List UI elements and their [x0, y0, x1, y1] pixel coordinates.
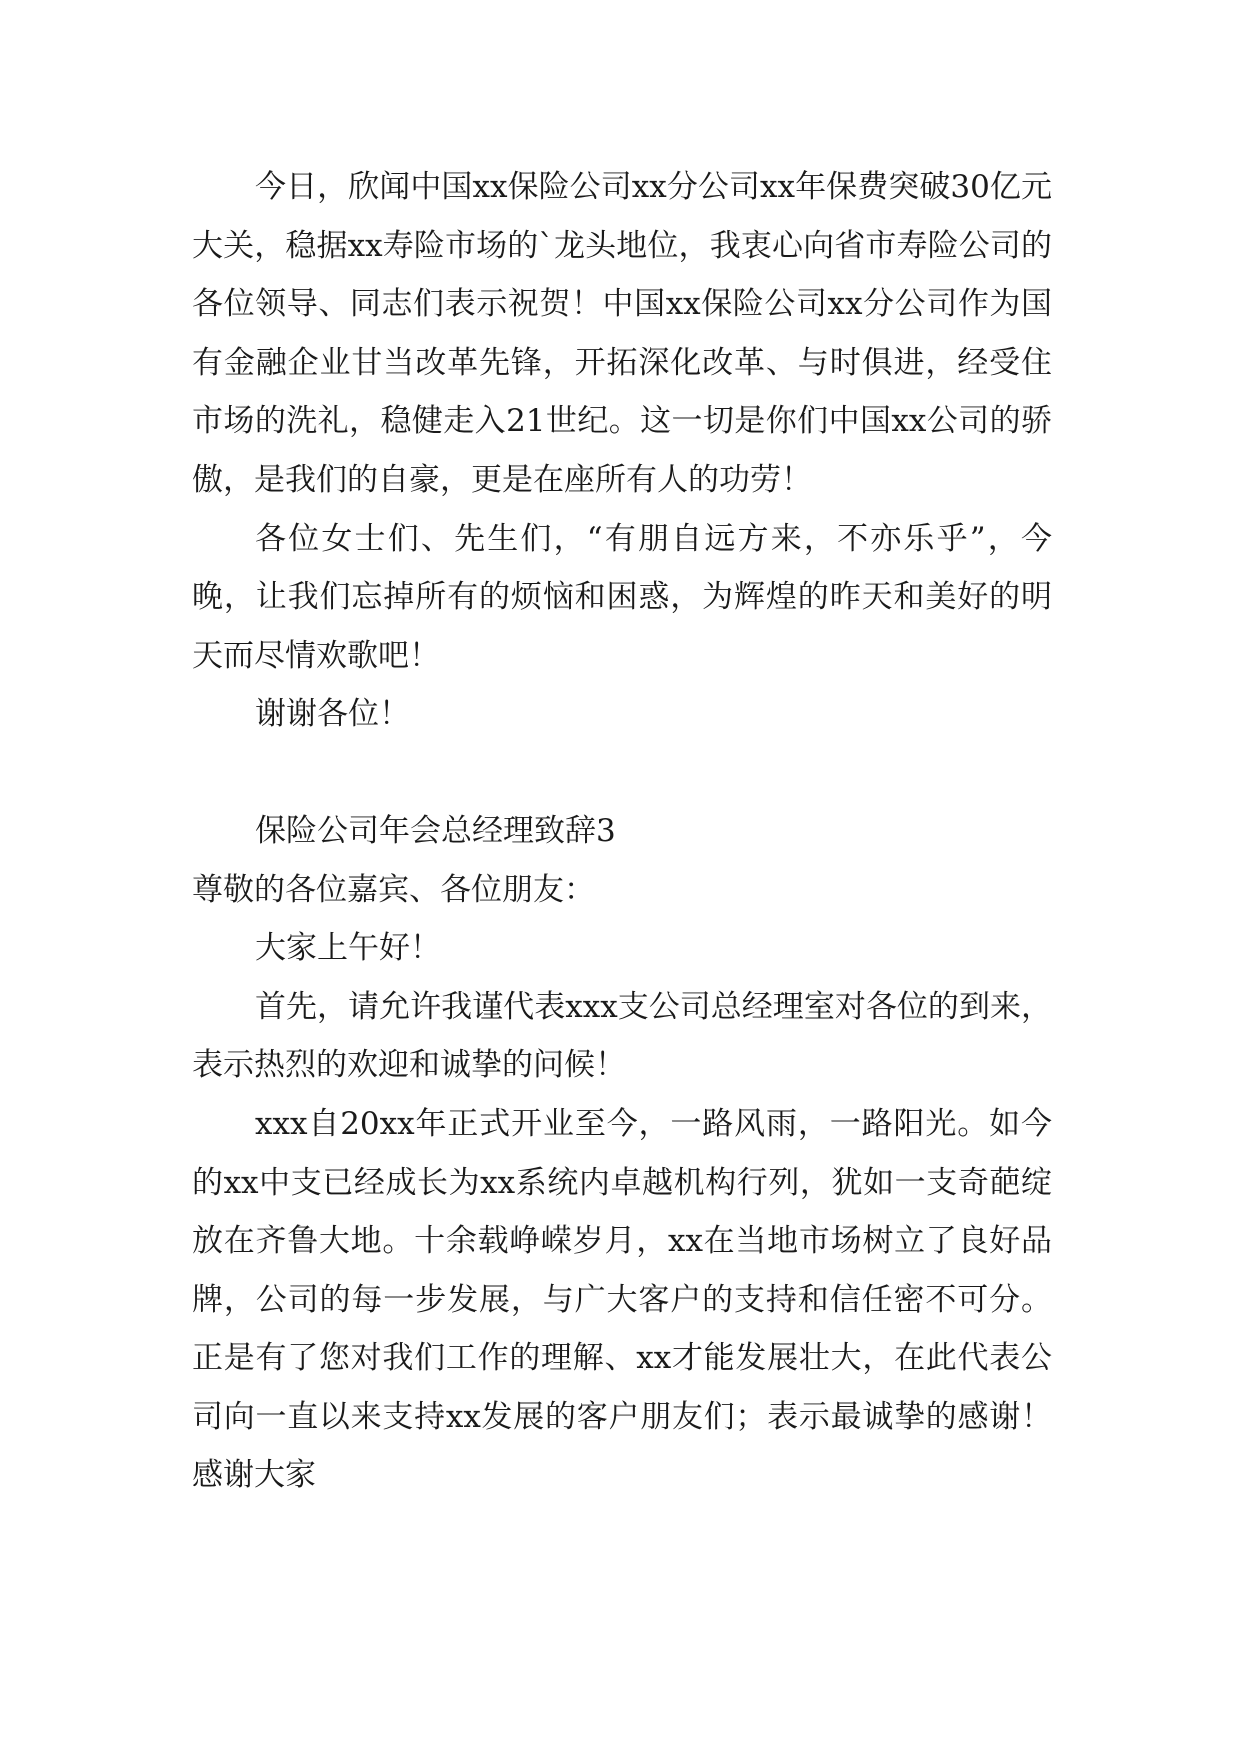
- salutation: 尊敬的各位嘉宾、各位朋友：: [192, 871, 595, 908]
- section-heading: 保险公司年会总经理致辞3: [255, 812, 616, 849]
- paragraph-welcome: 首先，请允许我谨代表xxx支公司总经理室对各位的到来，表示热烈的欢迎和诚挚的问候！: [192, 988, 1052, 1084]
- paragraph-company-history: xxx自20xx年正式开业至今，一路风雨，一路阳光。如今的xx中支已经成长为xx系统内卓越机构行列，犹如一支奇葩绽放在齐鲁大地。十余载峥嵘岁月，xx在当地市场树立了良好品牌，公司的每一步发展，与广大客户的支持和信任密不可分。正是有了您对我们工作的理解、xx才能发展壮大，在此代表公司向一直以来支持xx发展的客户朋友们；表示最诚挚的感谢！感谢大家: [192, 1105, 1052, 1494]
- document-page: [192, 158, 1052, 1505]
- paragraph-thanks: 谢谢各位！: [255, 696, 410, 733]
- paragraph-ladies-gentlemen: 各位女士们、先生们，“有朋自远方来，不亦乐乎”，今晚，让我们忘掉所有的烦恼和困惑，为辉煌的昨天和美好的明天而尽情欢歌吧！: [192, 520, 1052, 674]
- paragraph-congratulations: 今日，欣闻中国xx保险公司xx分公司xx年保费突破30亿元大关，稳据xx寿险市场的`龙头地位，我衷心向省市寿险公司的各位领导、同志们表示祝贺！中国xx保险公司xx分公司作为国有金融企业甘当改革先锋，开拓深化改革、与时俱进，经受住市场的洗礼，稳健走入21世纪。这一切是你们中国xx公司的骄傲，是我们的自豪，更是在座所有人的功劳！: [192, 169, 1052, 498]
- greeting: 大家上午好！: [255, 930, 441, 967]
